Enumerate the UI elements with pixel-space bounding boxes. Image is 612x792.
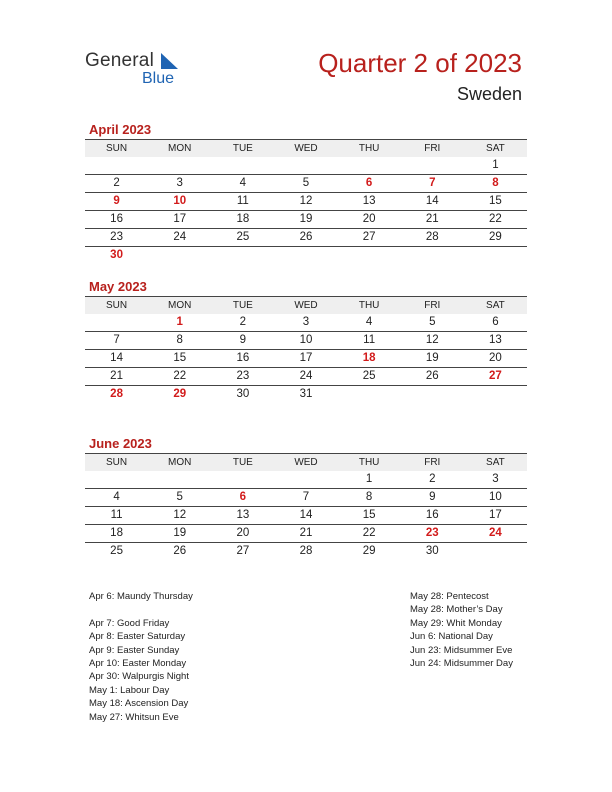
day-cell: 24 (173, 231, 187, 243)
empty-day-cell (338, 157, 401, 174)
day-cell: 20 (489, 352, 502, 364)
week-row (85, 247, 527, 264)
holiday-note: Apr 6: Maundy Thursday (89, 591, 193, 602)
day-cell: 6 (492, 316, 499, 328)
day-cell: 25 (362, 370, 376, 382)
day-cell: 14 (299, 509, 313, 521)
day-cell: 19 (299, 213, 313, 225)
empty-day-cell (211, 157, 274, 174)
day-cell: 6 (239, 491, 247, 503)
day-cell: 7 (302, 491, 310, 503)
day-cell: 4 (239, 177, 247, 189)
day-cell: 3 (176, 177, 183, 189)
week-row (85, 525, 527, 543)
week-row (85, 175, 527, 193)
day-cell: 8 (176, 334, 183, 346)
day-cell: 18 (362, 352, 376, 364)
day-cell: 28 (110, 388, 123, 400)
day-cell: 22 (362, 527, 376, 539)
day-cell: 24 (299, 370, 313, 382)
day-cell: 4 (365, 316, 373, 328)
weekday-label: SUN (106, 143, 128, 154)
holiday-note: May 1: Labour Day (89, 684, 170, 696)
day-cell: 7 (429, 177, 436, 189)
holiday-note: Jun 6: National Day (410, 631, 493, 643)
day-cell: 8 (492, 177, 499, 189)
day-cell: 27 (236, 545, 250, 557)
week-row (85, 314, 527, 332)
day-cell: 15 (362, 509, 376, 521)
day-cell: 4 (113, 491, 120, 503)
day-cell: 6 (365, 177, 373, 189)
empty-day-cell (401, 386, 464, 403)
weekday-header (85, 296, 527, 314)
empty-day-cell (401, 157, 464, 174)
day-cell: 19 (173, 527, 187, 539)
weekday-label: MON (168, 457, 192, 468)
day-cell: 21 (299, 527, 313, 539)
weekday-label: SAT (486, 300, 505, 311)
empty-day-cell (148, 157, 211, 174)
weekday-label: THU (358, 143, 380, 154)
logo-word-blue: Blue (142, 70, 175, 87)
day-cell: 12 (299, 195, 313, 207)
weekday-label: SUN (106, 457, 128, 468)
day-cell: 22 (173, 370, 187, 382)
day-cell: 21 (110, 370, 123, 382)
quarter-title: Quarter 2 of 2023 (318, 48, 522, 78)
calendar-grid (85, 296, 527, 403)
day-cell: 14 (425, 195, 439, 207)
day-cell: 13 (236, 509, 250, 521)
holiday-note: Jun 24: Midsummer Day (410, 658, 513, 670)
day-cell: 14 (110, 352, 123, 364)
week-row (85, 211, 527, 229)
week-row (85, 332, 527, 350)
day-cell: 10 (173, 195, 187, 207)
holiday-note (89, 603, 193, 616)
day-cell: 27 (489, 370, 502, 382)
week-row (85, 157, 527, 175)
day-cell: 18 (236, 213, 250, 225)
day-cell: 18 (110, 527, 123, 539)
weekday-label: MON (168, 143, 192, 154)
week-row (85, 193, 527, 211)
holiday-notes-right (410, 590, 513, 670)
day-cell: 17 (299, 352, 313, 364)
day-cell: 26 (299, 231, 313, 243)
holiday-note: May 28: Pentecost (410, 591, 489, 602)
day-cell: 30 (425, 545, 439, 557)
general-blue-logo (85, 50, 185, 90)
day-cell: 9 (429, 491, 436, 503)
day-cell: 8 (365, 491, 373, 503)
day-cell: 24 (489, 527, 502, 539)
weekday-label: SAT (486, 143, 505, 154)
week-row (85, 386, 527, 403)
day-cell: 21 (425, 213, 439, 225)
day-cell: 17 (489, 509, 502, 521)
week-row (85, 543, 527, 560)
empty-day-cell (85, 314, 148, 331)
day-cell: 20 (236, 527, 250, 539)
weekday-label: THU (358, 300, 380, 311)
day-cell: 25 (110, 545, 123, 557)
empty-day-cell (148, 471, 211, 488)
month-title: June 2023 (89, 436, 152, 451)
week-row (85, 350, 527, 368)
day-cell: 22 (489, 213, 502, 225)
day-cell: 10 (299, 334, 313, 346)
week-row (85, 229, 527, 247)
day-cell: 3 (302, 316, 310, 328)
day-cell: 20 (362, 213, 376, 225)
holiday-note: Apr 10: Easter Monday (89, 658, 187, 670)
weekday-header (85, 139, 527, 157)
weekday-label: WED (294, 457, 318, 468)
logo-word-general: General (85, 50, 154, 71)
week-row (85, 368, 527, 386)
weekday-label: FRI (424, 143, 441, 154)
day-cell: 19 (425, 352, 439, 364)
day-cell: 23 (236, 370, 250, 382)
holiday-notes-left (89, 590, 193, 724)
holiday-note: Apr 30: Walpurgis Night (89, 671, 189, 683)
holiday-note: Jun 23: Midsummer Eve (410, 644, 513, 656)
day-cell: 9 (239, 334, 247, 346)
weekday-label: MON (168, 300, 192, 311)
empty-day-cell (274, 247, 337, 264)
empty-day-cell (85, 157, 148, 174)
day-cell: 10 (489, 491, 502, 503)
holiday-note: Apr 7: Good Friday (89, 617, 170, 629)
weekday-label: THU (358, 457, 380, 468)
empty-day-cell (464, 543, 527, 560)
holiday-note: May 27: Whitsun Eve (89, 711, 179, 723)
day-cell: 29 (173, 388, 187, 400)
day-cell: 9 (113, 195, 120, 207)
empty-day-cell (274, 471, 337, 488)
holiday-note: May 29: Whit Monday (410, 617, 502, 629)
day-cell: 15 (489, 195, 502, 207)
day-cell: 23 (110, 231, 123, 243)
calendar-grid (85, 453, 527, 560)
day-cell: 3 (492, 473, 499, 485)
empty-day-cell (211, 471, 274, 488)
empty-day-cell (274, 157, 337, 174)
weekday-label: SAT (486, 457, 505, 468)
week-row (85, 489, 527, 507)
day-cell: 16 (425, 509, 439, 521)
day-cell: 30 (236, 388, 250, 400)
holiday-note: May 18: Ascension Day (89, 698, 189, 710)
empty-day-cell (85, 471, 148, 488)
weekday-label: TUE (232, 143, 253, 154)
day-cell: 11 (236, 195, 249, 207)
day-cell: 30 (110, 249, 123, 261)
day-cell: 5 (429, 316, 436, 328)
day-cell: 27 (362, 231, 376, 243)
day-cell: 31 (299, 388, 313, 400)
day-cell: 26 (425, 370, 439, 382)
empty-day-cell (338, 386, 401, 403)
weekday-label: TUE (232, 457, 253, 468)
holiday-note: Apr 9: Easter Sunday (89, 644, 180, 656)
day-cell: 29 (489, 231, 502, 243)
holiday-note: May 28: Mother’s Day (410, 604, 503, 616)
empty-day-cell (338, 247, 401, 264)
day-cell: 28 (425, 231, 439, 243)
day-cell: 13 (489, 334, 502, 346)
empty-day-cell (464, 386, 527, 403)
weekday-label: FRI (424, 457, 441, 468)
day-cell: 2 (239, 316, 247, 328)
day-cell: 7 (113, 334, 120, 346)
empty-day-cell (401, 247, 464, 264)
day-cell: 11 (363, 334, 376, 346)
weekday-label: WED (294, 300, 318, 311)
weekday-label: WED (294, 143, 318, 154)
day-cell: 17 (173, 213, 187, 225)
country-name: Sweden (456, 84, 522, 104)
empty-day-cell (464, 247, 527, 264)
logo-triangle-icon (155, 52, 179, 72)
day-cell: 23 (425, 527, 439, 539)
empty-day-cell (148, 247, 211, 264)
day-cell: 1 (492, 159, 499, 171)
day-cell: 16 (236, 352, 250, 364)
weekday-label: FRI (424, 300, 441, 311)
week-row (85, 471, 527, 489)
calendar-grid (85, 139, 527, 264)
month-title: April 2023 (89, 122, 152, 137)
day-cell: 12 (173, 509, 187, 521)
day-cell: 1 (365, 473, 373, 485)
week-row (85, 507, 527, 525)
day-cell: 2 (429, 473, 436, 485)
day-cell: 11 (110, 509, 123, 521)
day-cell: 25 (236, 231, 250, 243)
day-cell: 1 (176, 316, 183, 328)
empty-day-cell (211, 247, 274, 264)
month-title: May 2023 (89, 279, 147, 294)
day-cell: 16 (110, 213, 123, 225)
holiday-note: Apr 8: Easter Saturday (89, 631, 186, 643)
weekday-label: SUN (106, 300, 128, 311)
day-cell: 15 (173, 352, 187, 364)
day-cell: 12 (425, 334, 439, 346)
day-cell: 29 (362, 545, 376, 557)
day-cell: 13 (362, 195, 376, 207)
weekday-header (85, 453, 527, 471)
day-cell: 26 (173, 545, 187, 557)
weekday-label: TUE (232, 300, 253, 311)
day-cell: 28 (299, 545, 313, 557)
day-cell: 2 (113, 177, 120, 189)
day-cell: 5 (176, 491, 183, 503)
day-cell: 5 (302, 177, 310, 189)
